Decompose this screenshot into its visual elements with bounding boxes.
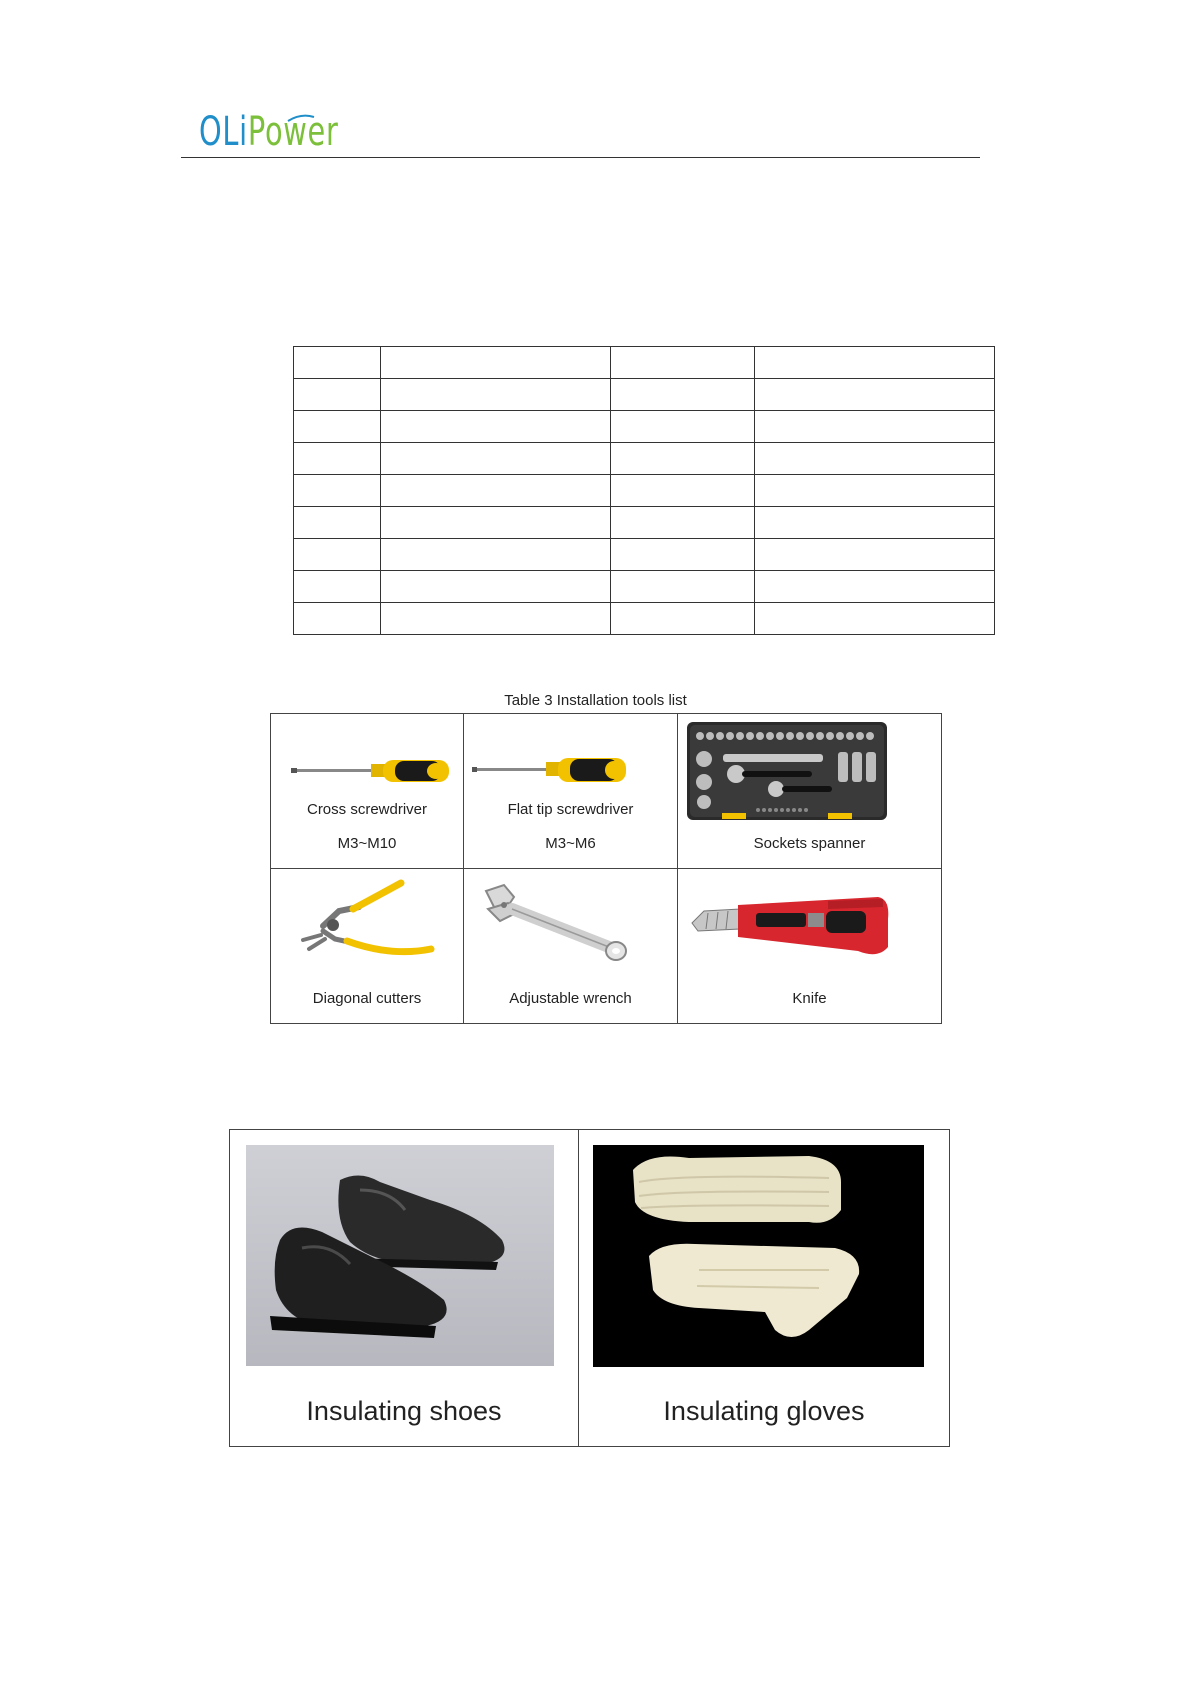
empty-table-cell [294,347,381,379]
empty-table-cell [755,571,995,603]
tool-cell-adjustable-wrench [464,869,678,1024]
empty-table [293,346,995,635]
ppe-name: Insulating shoes [306,1396,502,1426]
tool-cell-knife [678,869,942,1024]
empty-table-cell [611,507,755,539]
empty-table-cell [294,411,381,443]
tool-name: Cross screwdriver [306,801,427,818]
tool-name: Adjustable wrench [509,990,632,1007]
ppe-cell-gloves [579,1130,950,1447]
empty-table-cell [381,603,611,635]
empty-table-cell [294,603,381,635]
ppe-name: Insulating gloves [663,1396,865,1426]
empty-table-row [294,539,995,571]
logo-text-power: Power [247,109,339,155]
empty-table-cell [755,379,995,411]
empty-table-cell [294,507,381,539]
empty-table-cell [611,347,755,379]
empty-table-cell [381,379,611,411]
tool-name: Flat tip screwdriver [507,801,634,818]
tool-name: Knife [792,990,827,1007]
empty-table-cell [381,539,611,571]
empty-table-cell [294,443,381,475]
empty-table-row [294,475,995,507]
empty-table-row [294,347,995,379]
tool-cell-diagonal-cutters [271,869,464,1024]
empty-table-cell [294,475,381,507]
empty-table-cell [755,539,995,571]
empty-table-row [294,379,995,411]
tool-cell-sockets-spanner [678,714,942,869]
empty-table-row [294,411,995,443]
tool-spec: M3~M6 [545,835,596,852]
empty-table-cell [755,603,995,635]
empty-table-cell [611,475,755,507]
logo-arc-icon [286,113,316,123]
empty-table-row [294,507,995,539]
empty-table-cell [611,539,755,571]
empty-table-cell [755,411,995,443]
tools-table [270,713,942,1024]
empty-table-cell [381,571,611,603]
header-rule [181,157,980,158]
empty-table-cell [381,411,611,443]
empty-table-cell [294,539,381,571]
empty-table-cell [755,507,995,539]
empty-table-cell [611,411,755,443]
tool-cell-flat-screwdriver [464,714,678,869]
empty-table-cell [381,347,611,379]
empty-table-cell [755,347,995,379]
tool-cell-cross-screwdriver [271,714,464,869]
tool-name: Sockets spanner [753,835,866,852]
tool-spec: M3~M10 [337,835,397,852]
empty-table-row [294,443,995,475]
empty-table-cell [755,443,995,475]
ppe-table [229,1129,950,1447]
empty-table-cell [611,571,755,603]
empty-table-cell [611,379,755,411]
empty-table-cell [381,507,611,539]
empty-table-cell [294,571,381,603]
logo-text-oli: OLi [199,109,248,155]
tool-name: Diagonal cutters [312,990,422,1007]
empty-table-cell [755,475,995,507]
tools-table-caption: Table 3 Installation tools list [504,692,687,709]
ppe-cell-shoes [230,1130,579,1447]
empty-table-cell [381,475,611,507]
empty-table-cell [611,603,755,635]
empty-table-cell [381,443,611,475]
empty-table-row [294,603,995,635]
empty-table-cell [611,443,755,475]
empty-table-row [294,571,995,603]
company-logo [199,109,339,155]
empty-table-cell [294,379,381,411]
